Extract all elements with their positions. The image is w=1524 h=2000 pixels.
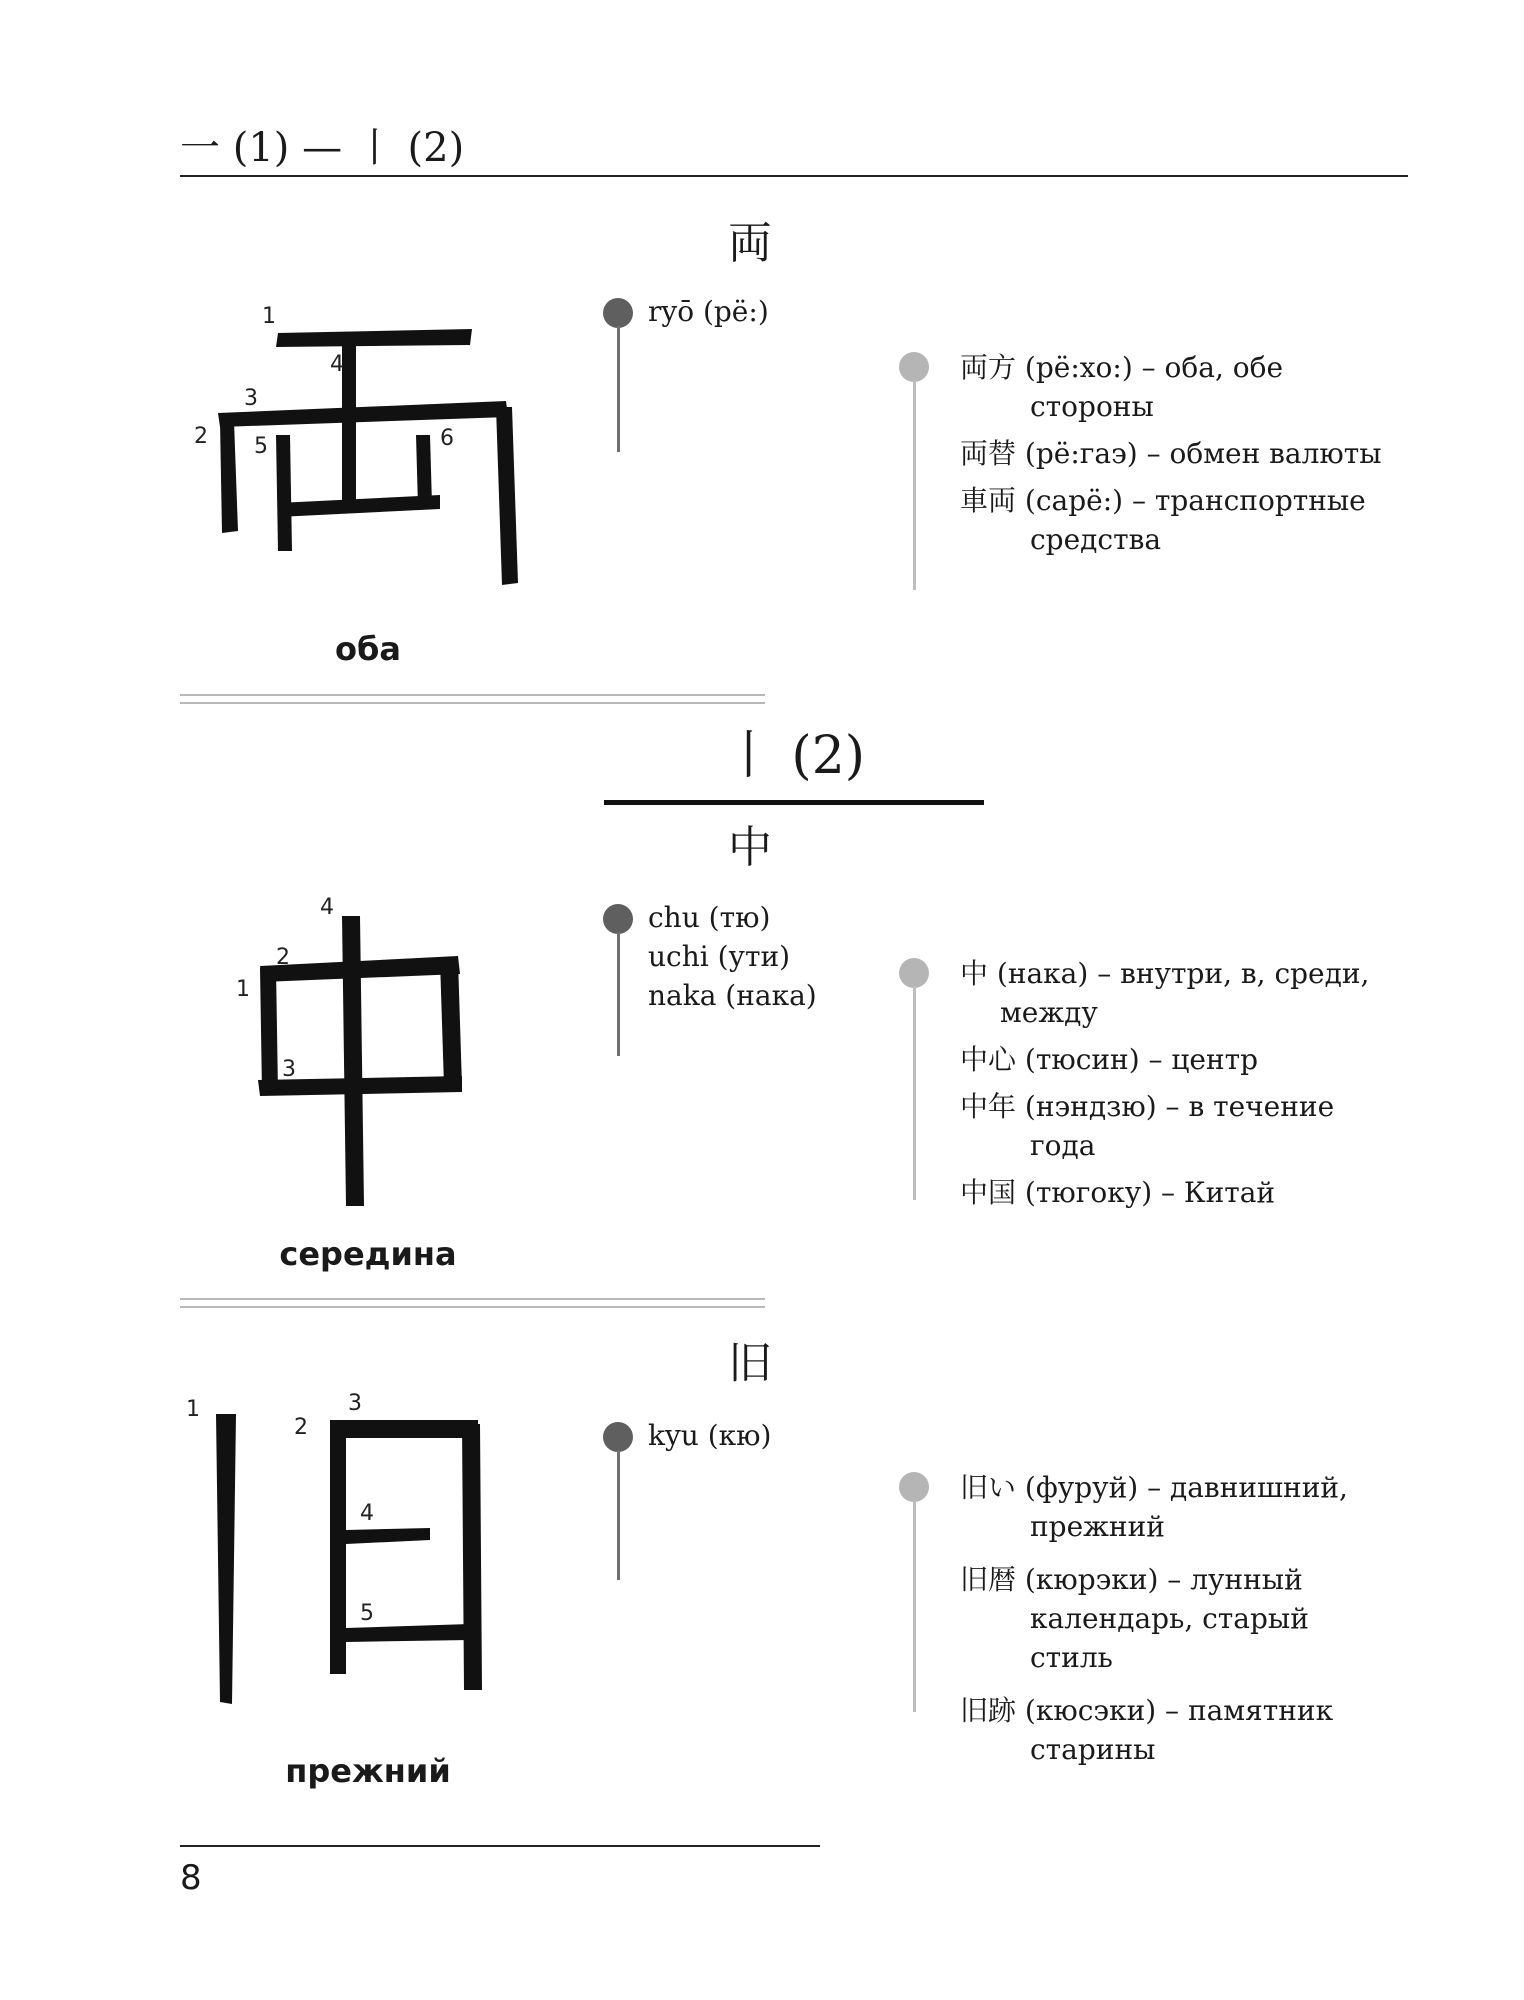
kanji-title-ryo: 両 — [728, 218, 772, 269]
word-item: 両方 (рё:хо:) – оба, обе стороны — [960, 351, 1284, 423]
kanji-title-kyu: 旧 — [728, 1338, 772, 1389]
word-item: 中国 (тюгоку) – Китай — [960, 1176, 1276, 1209]
word-item: 中 (нака) – внутри, в, среди, между — [960, 957, 1370, 1029]
page-header: 一 (1) — 丨 (2) — [180, 125, 465, 171]
stroke-number: 6 — [440, 426, 454, 451]
stroke-number: 3 — [348, 1391, 362, 1416]
readings-bullet — [603, 298, 633, 328]
readings-ryo — [648, 292, 769, 331]
reading: ryō (рё:) — [648, 295, 769, 328]
entry-separator — [180, 694, 765, 704]
stroke-number: 2 — [194, 424, 208, 449]
stroke-number: 4 — [330, 352, 344, 377]
readings-kyu — [648, 1416, 771, 1455]
stroke-number: 5 — [360, 1601, 374, 1626]
stroke-number: 1 — [186, 1397, 200, 1422]
stroke-number: 2 — [276, 945, 290, 970]
words-ryo — [960, 348, 1400, 567]
entry-separator — [180, 1298, 765, 1308]
words-stem — [913, 380, 916, 590]
reading: naka (нака) — [648, 979, 817, 1012]
word-item: 車両 (сарё:) – транспортные средства — [960, 484, 1366, 556]
reading: uchi (ути) — [648, 940, 791, 973]
word-item: 旧暦 (кюрэки) – лунный календарь, старый стиль — [960, 1563, 1309, 1674]
stroke-number: 1 — [236, 977, 250, 1002]
meaning-kyu: прежний — [285, 1752, 451, 1790]
readings-bullet — [603, 904, 633, 934]
word-item: 両替 (рё:гаэ) – обмен валюты — [960, 437, 1382, 470]
section-rule — [604, 800, 984, 805]
brush-kanji-ryo — [190, 295, 550, 595]
words-bullet — [899, 352, 929, 382]
word-item: 中心 (тюсин) – центр — [960, 1043, 1259, 1076]
reading: kyu (кю) — [648, 1419, 772, 1452]
header-rule — [180, 175, 1408, 177]
meaning-chu: середина — [279, 1235, 457, 1273]
words-stem — [913, 986, 916, 1200]
readings-stem — [617, 932, 620, 1056]
readings-stem — [617, 1450, 620, 1580]
meaning-ryo: оба — [335, 630, 401, 668]
stroke-number: 1 — [262, 304, 276, 329]
words-bullet — [899, 1472, 929, 1502]
word-item: 中年 (нэндзю) – в течение года — [960, 1090, 1335, 1162]
page-number: 8 — [180, 1858, 202, 1898]
kanji-title-chu: 中 — [728, 822, 772, 873]
brush-kanji-chu — [230, 890, 490, 1210]
words-chu — [960, 954, 1400, 1220]
stroke-number: 3 — [282, 1057, 296, 1082]
readings-chu — [648, 898, 817, 1015]
stroke-number: 4 — [320, 895, 334, 920]
words-bullet — [899, 958, 929, 988]
reading: chu (тю) — [648, 901, 771, 934]
readings-bullet — [603, 1422, 633, 1452]
words-kyu — [960, 1468, 1400, 1777]
words-stem — [913, 1500, 916, 1712]
word-item: 旧い (фуруй) – давнишний, прежний — [960, 1471, 1348, 1543]
stroke-number: 4 — [360, 1501, 374, 1526]
stroke-number: 3 — [244, 386, 258, 411]
stroke-number: 5 — [254, 434, 268, 459]
stroke-number: 2 — [294, 1415, 308, 1440]
readings-stem — [617, 326, 620, 452]
section-heading: 丨 (2) — [722, 726, 866, 786]
brush-kanji-kyu — [180, 1384, 500, 1714]
footer-rule — [180, 1845, 820, 1847]
word-item: 旧跡 (кюсэки) – памятник старины — [960, 1694, 1334, 1766]
